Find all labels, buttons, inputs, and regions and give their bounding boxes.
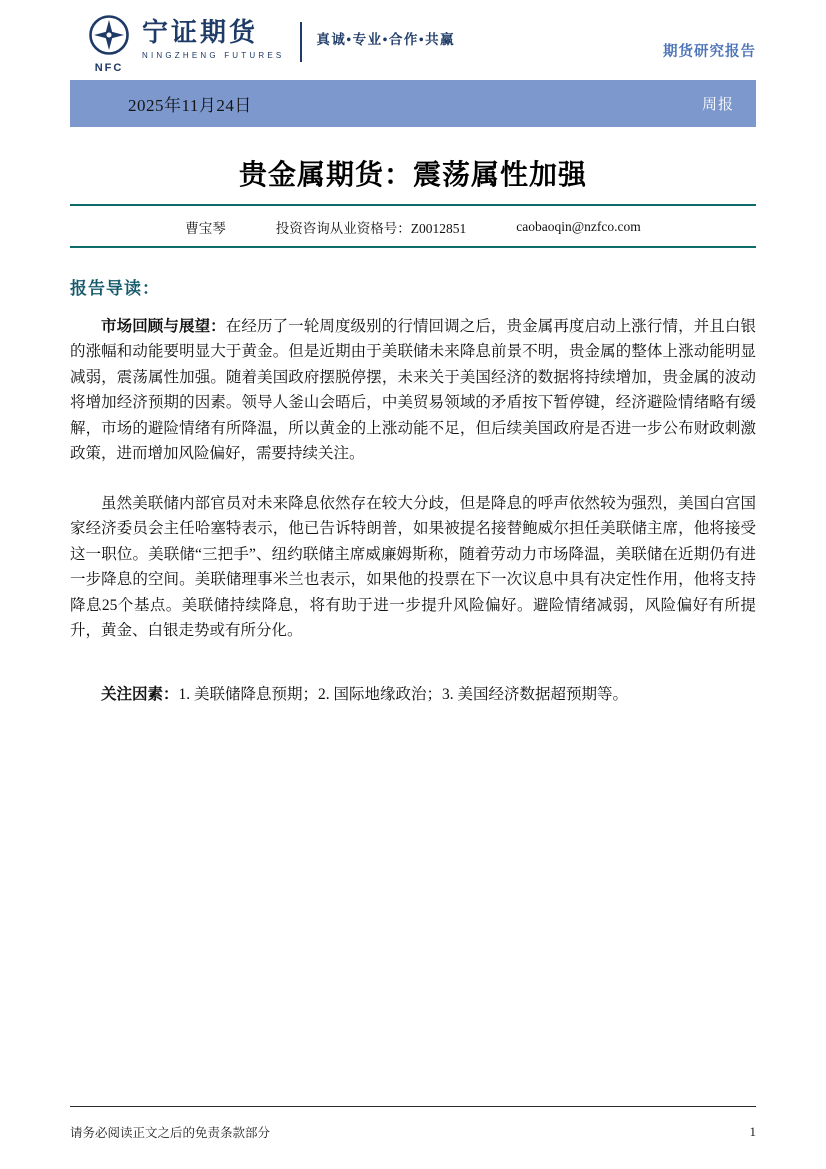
footer — [70, 1123, 756, 1141]
author-email[interactable]: caobaoqin@nzfco.com — [516, 219, 641, 234]
author-qualification: 投资咨询从业资格号：Z0012851 — [275, 221, 467, 236]
footer-rule — [70, 1106, 756, 1107]
page-number: 1 — [749, 1124, 756, 1139]
paragraph-text: 虽然美联储内部官员对未来降息依然存在较大分歧，但是降息的呼声依然较为强烈，美国白宫国家经济委员会主任哈塞特表示，他已告诉特朗普，如果被提名接替鲍威尔担任美联储主席，他将接受这一职位。美联储“三把手”、纽约联储主席威廉姆斯称，随着劳动力市场降温，美联储在近期仍有进一步降息的空间。美联储理事米兰也表示，如果他的投票在下一次议息中具有决定性作用，他将支持降息25个基点。美联储持续降息，将有助于进一步提升风险偏好。避险情绪减弱，风险偏好有所提升，黄金、白银走势或有所分化。 — [70, 494, 756, 639]
byline-rule — [70, 246, 756, 248]
footer-disclaimer: 请务必阅读正文之后的免责条款部分 — [70, 1126, 271, 1140]
title-rule — [70, 204, 756, 206]
company-name-en: NINGZHENG FUTURES — [142, 50, 285, 60]
date-banner — [70, 80, 756, 127]
author-name: 曹宝琴 — [185, 221, 226, 236]
brand-block — [86, 14, 455, 74]
company-logo — [86, 14, 132, 74]
section-heading: 报告导读： — [70, 278, 160, 298]
paragraph-text: 在经历了一轮周度级别的行情回调之后，贵金属再度启动上涨行情，并且白银的涨幅和动能要明显大于黄金。但是近期由于美联储未来降息前景不明，贵金属的整体上涨动能明显减弱，震荡属性加强。随着美国政府摆脱停摆，未来关于美国经济的数据将持续增加，贵金属的波动将增加经济预期的因素。领导人釜山会晤后，中美贸易领域的矛盾按下暂停键，经济避险情绪略有缓解，市场的避险情绪有所降温，所以黄金的上涨动能不足，但后续美国政府是否进一步公布财政刺激政策，进而增加风险偏好，需要持续关注。 — [70, 317, 756, 462]
paragraph-market-review — [70, 314, 756, 467]
byline — [70, 217, 756, 237]
report-header — [0, 0, 826, 74]
company-tagline: 真诚•专业•合作•共赢 — [316, 32, 456, 47]
compass-logo-icon — [88, 14, 130, 61]
report-date: 2025年11月24日 — [128, 96, 252, 115]
paragraph-fed-commentary — [70, 491, 756, 644]
paragraph-focus-factors — [70, 682, 756, 708]
header-divider — [300, 22, 302, 62]
report-title: 贵金属期货：震荡属性加强 — [238, 160, 587, 191]
report-period: 周报 — [701, 97, 734, 113]
logo-abbr: NFC — [94, 62, 124, 74]
report-type-label: 期货研究报告 — [663, 44, 756, 60]
company-name-cn: 宁证期货 — [142, 18, 259, 47]
paragraph-text: 1. 美联储降息预期；2. 国际地缘政治；3. 美国经济数据超预期等。 — [178, 685, 629, 703]
paragraph-label: 关注因素： — [101, 685, 179, 703]
paragraph-label: 市场回顾与展望： — [101, 317, 226, 335]
company-name-block — [142, 14, 284, 60]
